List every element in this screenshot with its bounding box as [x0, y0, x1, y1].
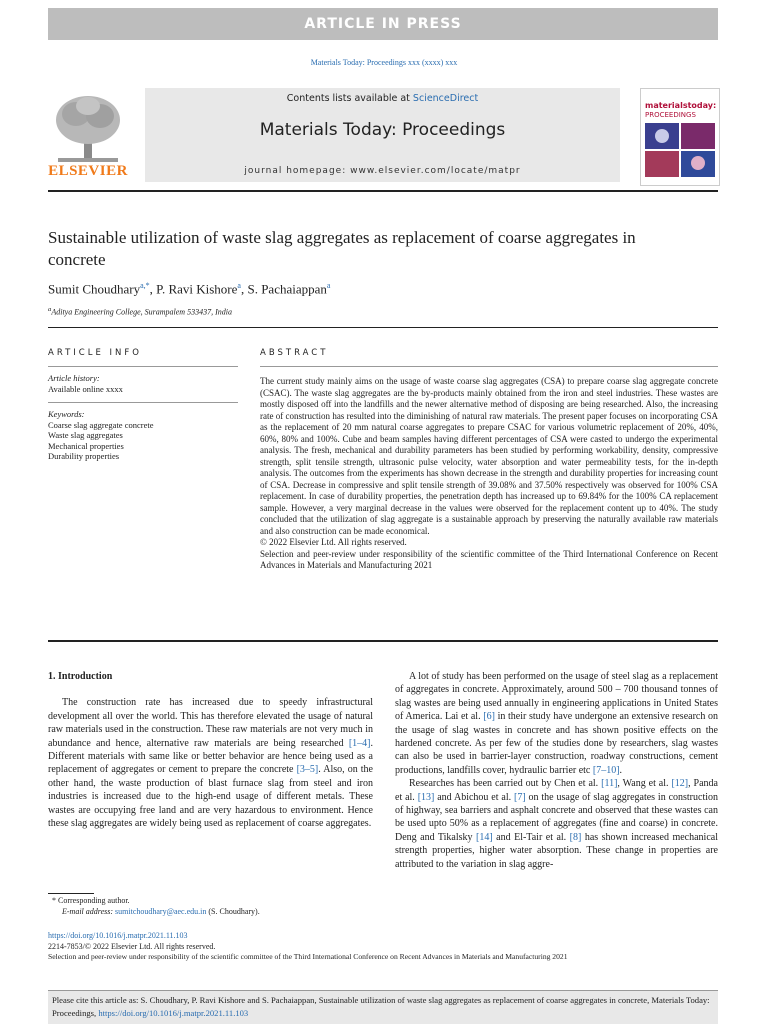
citation-link[interactable]: [14]	[476, 831, 493, 843]
paragraph-text: . Also, on the other hand, the waste production of blast furnace slag from steel and iron industries is increased due to the high-end usage of different metals. These wastes are occupying free land and are very hazardous to environment. Hence these slag aggregates are widely being used as replacement of coarse aggregates.	[48, 764, 373, 830]
doi-link[interactable]: https://doi.org/10.1016/j.matpr.2021.11.103	[48, 931, 188, 940]
cite-doi-link[interactable]: https://doi.org/10.1016/j.matpr.2021.11.103	[98, 1008, 249, 1018]
affiliation-marker: a	[48, 306, 52, 313]
article-history	[48, 373, 248, 394]
paragraph-text: The construction rate has increased due to speedy infrastructural development all over the world. This has therefore elevated the usage of natural raw materials used in the construction. These raw materials are not very much in abundance and hence, alternative raw materials are being researched	[48, 697, 373, 749]
paragraph-text: and Abichou et al.	[434, 791, 514, 803]
citation-link[interactable]: [8]	[569, 831, 582, 843]
author-name[interactable]: P. Ravi Kishore	[156, 281, 238, 297]
paragraph-text: and El-Tair et al.	[492, 831, 570, 843]
keyword-item: Coarse slag aggregate concrete	[48, 419, 154, 430]
article-in-press-banner	[48, 8, 718, 40]
paragraph-text: in their study have undergone an extensive research on the usage of slag wastes in concrete and has shown positive effects on the hardened concrete. As per few of the studies done by researchers, slag wastes can also be used in barrier-layer construction, roadway constructions, cement productions, landfills cover, hydraulic barrier etc	[395, 711, 719, 776]
keywords-block	[48, 409, 248, 462]
paragraph-text: .	[619, 764, 623, 776]
elsevier-wordmark: ELSEVIER	[48, 163, 128, 179]
abstract-bottom-rule	[48, 640, 718, 642]
citation-link[interactable]: [12]	[671, 778, 689, 790]
cover-title-bottom: PROCEEDINGS	[645, 111, 696, 119]
header-rule	[48, 190, 718, 192]
paragraph-text: Researches has been carried out by Chen et al.	[409, 778, 602, 790]
citation-link[interactable]: [13]	[417, 791, 435, 803]
paragraph-text: on the usage of slag aggregates in construction of highway, sea barriers and asphalt concrete and observed that these wastes can be used upto 50% as a replacement of aggregates (fine and coarse) in concrete. Deng and Tikalsky	[395, 791, 719, 843]
citation-link[interactable]: [6]	[483, 711, 495, 723]
citation-link[interactable]: [7]	[513, 791, 526, 803]
author-list: Sumit Choudhary$^{a,*}$, P. Ravi Kishore$^a$, S. Pachaiappan$^a$	[48, 281, 331, 297]
author-affiliation-marker[interactable]: a	[237, 281, 241, 290]
abstract-divider	[260, 366, 718, 367]
corresponding-author-note: * Corresponding author.	[52, 896, 130, 905]
intro-heading: 1. Introduction	[48, 671, 113, 682]
keyword-item: Durability properties	[48, 451, 120, 461]
cover-title-top: materialstoday:	[645, 101, 717, 110]
intro-left-column	[48, 670, 373, 830]
cite-text: Please cite this article as: S. Choudhary, P. Ravi Kishore and S. Pachaiappan, Sustainable utilization of waste slag aggregates as replacement of coarse aggregates in concrete, Materials Today: Proceedings,	[52, 995, 710, 1018]
cover-mosaic	[645, 123, 715, 177]
abstract-heading: ABSTRACT	[260, 348, 329, 358]
paragraph-text: A lot of study has been performed on the usage of steel slag as a replacement of aggregates in concrete. Approximately, around 500 – 700 thousand tonnes of slag wastes are being used annually in engineering applications in United States of America. Lai et al.	[395, 671, 718, 723]
abstract-copyright: © 2022 Elsevier Ltd. All rights reserved.	[260, 537, 407, 547]
intro-paragraph	[48, 696, 373, 830]
author-affiliation-marker[interactable]: a	[326, 281, 331, 290]
footnote-rule	[48, 893, 94, 894]
journal-title: Materials Today: Proceedings	[259, 120, 506, 140]
affiliation-text: Aditya Engineering College, Surampalem 533437, India	[51, 307, 232, 317]
journal-homepage[interactable]: journal homepage: www.elsevier.com/locate/matpr	[244, 166, 521, 176]
sciencedirect-link[interactable]: ScienceDirect	[412, 93, 479, 104]
contents-prefix: Contents lists available at	[286, 93, 413, 104]
author-name[interactable]: S. Pachaiappan	[247, 281, 327, 297]
bottom-info	[48, 931, 728, 963]
citation-link[interactable]: [11]	[601, 778, 618, 790]
email-label: E-mail address:	[62, 906, 116, 916]
keywords-label: Keywords:	[48, 409, 85, 419]
abstract-body	[260, 376, 718, 572]
cite-this-article-box	[48, 990, 718, 1024]
keyword-item: Waste slag aggregates	[48, 430, 123, 440]
info-top-rule	[48, 327, 718, 328]
issn-line: 2214-7853/© 2022 Elsevier Ltd. All rights reserved.	[48, 941, 216, 951]
article-title: Sustainable utilization of waste slag aggregates as replacement of coarse aggregates in concrete	[48, 228, 636, 269]
citation-link[interactable]: [7–10]	[592, 764, 620, 776]
elsevier-tree-logo	[48, 92, 128, 164]
intro-right-column	[395, 670, 718, 871]
history-label: Article history:	[48, 373, 100, 383]
bottom-peer-review: Selection and peer-review under responsibility of the scientific committee of the Third International Conference on Recent Advances in Materials and Manufacturing 2021	[48, 952, 568, 961]
journal-citation-link[interactable]: Materials Today: Proceedings xxx (xxxx) xxx	[310, 58, 458, 67]
abstract-text: The current study mainly aims on the usage of waste coarse slag aggregates (CSA) to prepare coarse slag aggregate concrete (CSAC). The waste slag aggregates are the by-products mainly obtained from the iron and steel industries. These wastes are mostly disposed off into the landfills and the newer alternative method of disposing are being researched. Also, the increasing rate of construction has resulted into the diminishing of natural raw materials. The present paper focuses on incorporating CSA as the replacement of 20 mm natural coarse aggregates to prepare CSAC for various volumetric replacement of 20%, 40%, 60%, 80% and 100%. Cube and beam samples having different percentages of CSA were casted to undergo the experimental analysis. The fresh, mechanical and durability parameters has been studied by performing workability, density, compressive strength, split tensile strength, ultrasonic pulse velocity, water absorption and water permeability tests, for the in-depth analysis. The outcomes from the experiments has shown decrease in the strength and durability properties for increasing count of CSA. Decrease in compressive and split tensile strength of 39.08% and 37.50% respectively was observed for 100% CSA replacement. In case of durability properties, the penetration depth has increased up to 69.84% for the 100% CA replacement sample. However, a very marginal decrease in the values were observed for the replacement content up to 40%. The study concluded that the utilization of slag aggregate is a sustainable approach by preserving the naturally available raw materials and also construction can be made economical.	[260, 376, 718, 536]
history-value: Available online xxxx	[48, 383, 123, 394]
paragraph-text: . Different materials with same like or better behavior are hence being used as a replacement of aggregates or cement to prepare the concrete	[48, 737, 373, 776]
abstract-peer-review: Selection and peer-review under responsibility of the scientific committee of the Third International Conference on Recent Advances in Materials and Manufacturing 2021	[260, 548, 718, 570]
author-name[interactable]: Sumit Choudhary	[48, 281, 141, 297]
banner-text: ARTICLE IN PRESS	[304, 16, 462, 32]
email-link[interactable]: sumitchoudhary@aec.edu.in	[115, 906, 207, 916]
keywords-divider	[48, 402, 238, 403]
citation-link[interactable]: [1–4]	[348, 737, 371, 749]
info-divider	[48, 366, 238, 367]
citation-link[interactable]: [3–5]	[296, 764, 319, 776]
paragraph-text: , Panda et al.	[395, 778, 718, 803]
contents-lists-line	[145, 93, 620, 104]
keyword-item: Mechanical properties	[48, 440, 124, 451]
paragraph-text: has shown increased mechanical strength properties, higher water absorption. These change in properties are attributed to the variation in slag aggre-	[395, 831, 718, 870]
email-suffix: (S. Choudhary).	[206, 906, 260, 916]
author-affiliation-marker[interactable]: a,*	[140, 281, 150, 290]
intro-paragraph	[395, 670, 718, 777]
intro-paragraph	[395, 777, 718, 871]
footnote	[52, 896, 372, 917]
paragraph-text: , Wang et al.	[617, 778, 672, 790]
journal-cover-image	[640, 88, 720, 186]
affiliation	[48, 306, 232, 317]
article-info-heading: ARTICLE INFO	[48, 348, 142, 358]
